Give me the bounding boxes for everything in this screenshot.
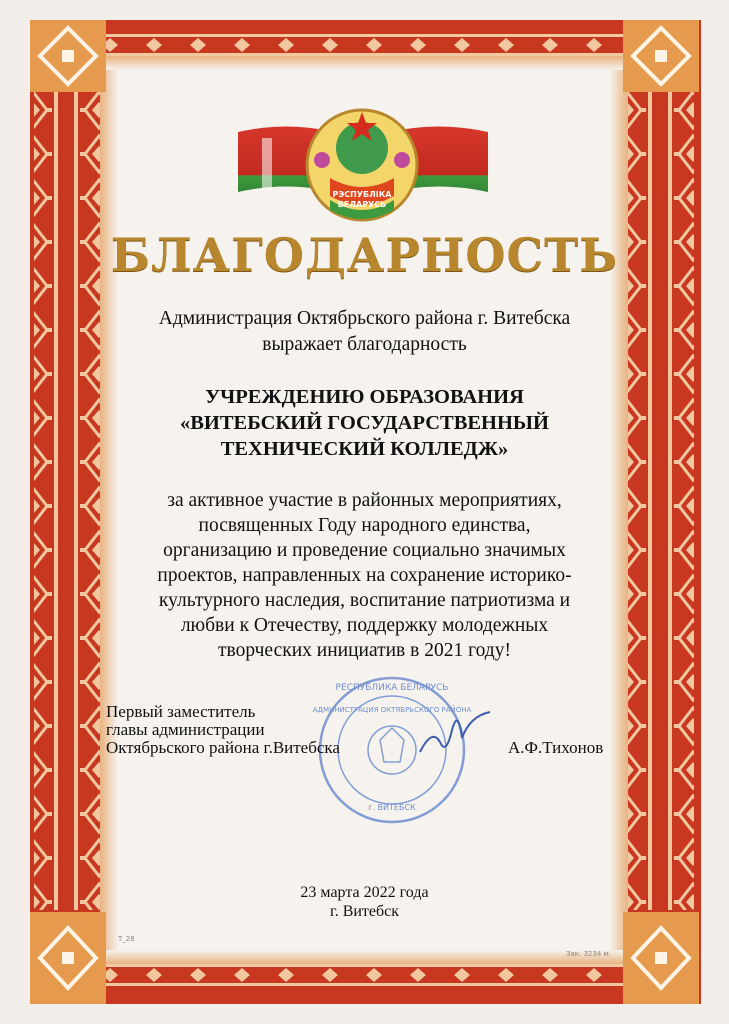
emblem-ribbon-text-2: БЕЛАРУСЬ — [337, 200, 387, 209]
reason-line-6: любви к Отечеству, поддержку молодежных — [180, 615, 549, 636]
signatory-name: А.Ф.Тихонов — [508, 738, 604, 757]
issue-city: г. Витебск — [329, 903, 400, 920]
reason-line-2: посвященных Году народного единства, — [198, 515, 531, 536]
signatory-title-2: главы администрации — [106, 720, 265, 739]
reason-line-5: культурного наследия, воспитание патриотизма и — [158, 590, 571, 611]
document-title: БЛАГОДАРНОСТЬ — [110, 228, 619, 282]
reason-line-3: организацию и проведение социально значимых — [163, 540, 566, 561]
recipient-line-3: ТЕХНИЧЕСКИЙ КОЛЛЕДЖ» — [220, 438, 509, 460]
intro-line-2: выражает благодарность — [262, 334, 467, 355]
recipient-line-1: УЧРЕЖДЕНИЮ ОБРАЗОВАНИЯ — [205, 386, 524, 408]
reason-line-7: творческих инициатив в 2021 году! — [218, 640, 511, 661]
issue-date: 23 марта 2022 года — [300, 884, 429, 901]
stamp-inner-text: АДМИНИСТРАЦИЯ ОКТЯБРЬСКОГО РАЙОНА — [312, 706, 472, 714]
print-order-number: Зак. 3234 м. — [566, 950, 612, 958]
stamp-bottom-text: г. ВИТЕБСК — [368, 803, 416, 812]
stamp-outer-text: РЕСПУБЛИКА БЕЛАРУСЬ — [335, 683, 449, 693]
emblem-ribbon-text-1: РЭСПУБЛІКА — [332, 190, 392, 199]
intro-line-1: Администрация Октябрьского района г. Витебска — [158, 308, 571, 329]
signatory-title-3: Октябрьского района г.Витебска — [106, 738, 340, 757]
template-code: T_28 — [118, 935, 135, 943]
recipient-line-2: «ВИТЕБСКИЙ ГОСУДАРСТВЕННЫЙ — [179, 412, 550, 434]
reason-line-1: за активное участие в районных мероприятиях, — [167, 490, 562, 511]
signatory-title-1: Первый заместитель — [106, 702, 256, 721]
reason-line-4: проектов, направленных на сохранение историко- — [157, 565, 572, 586]
